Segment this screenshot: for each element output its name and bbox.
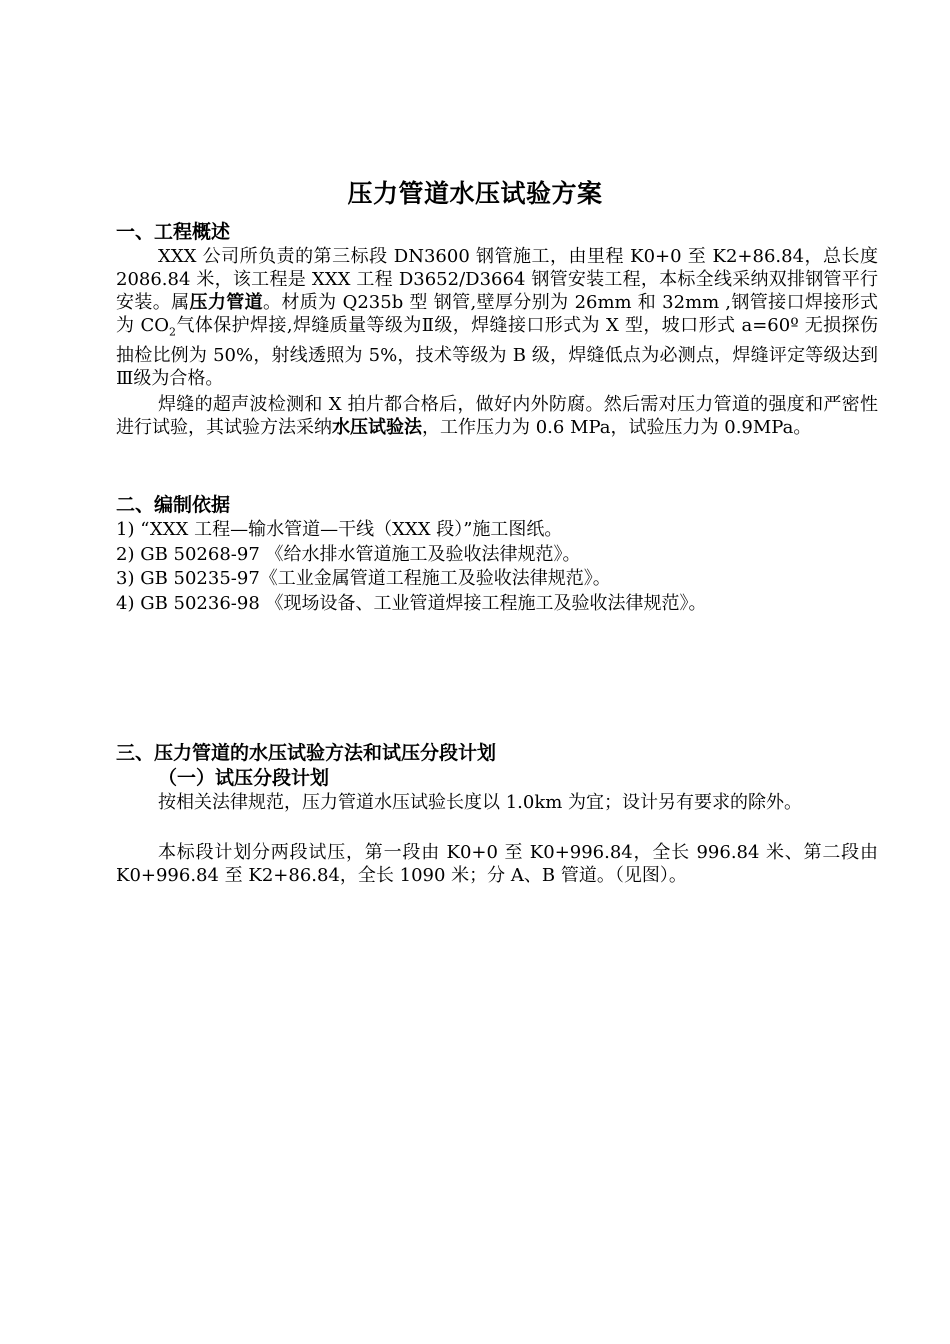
overview-bold-hydro-test: 水压试验法 bbox=[332, 417, 422, 438]
overview-paragraph-1 bbox=[116, 245, 878, 390]
overview-p2-text-a: 焊缝的超声波检测和 X 拍片都合格后，做好内外防腐。然后需对压力管道的强度和严密性进行试验，其试验方法采纳 bbox=[116, 394, 878, 438]
basis-item-3: 3) GB 50235-97《工业金属管道工程施工及验收法律规范》。 bbox=[116, 568, 611, 589]
plan-paragraph-1: 按相关法律规范，压力管道水压试验长度以 1.0km 为宜；设计另有要求的除外。 bbox=[158, 792, 803, 813]
section-heading-overview: 一、工程概述 bbox=[116, 221, 231, 243]
overview-text-b: 。材质为 Q235b 型 钢管,壁厚分别为 26mm 和 32mm ,钢管接口焊接形式为 CO bbox=[116, 292, 879, 336]
overview-paragraph-2 bbox=[116, 393, 878, 439]
basis-item-4: 4) GB 50236-98 《现场设备、工业管道焊接工程施工及验收法律规范》。 bbox=[116, 593, 707, 614]
overview-text-c: 气体保护焊接,焊缝质量等级为Ⅱ级，焊缝接口形式为 X 型，坡口形式 a=60º 无损探伤抽检比例为 50%，射线透照为 5%，技术等级为 B 级，焊缝低点为必测点，焊缝评定等级达到Ⅲ级为合格。 bbox=[116, 315, 878, 389]
basis-item-1: 1) “XXX 工程—输水管道—干线（XXX 段）”施工图纸。 bbox=[116, 519, 563, 540]
overview-text-a: XXX 公司所负责的第三标段 DN3600 钢管施工，由里程 K0+0 至 K2+86.84，总长度 2086.84 米，该工程是 XXX 工程 D3652/D3664 钢管安装工程，本标全线采纳双排钢管平行安装。属 bbox=[116, 246, 878, 313]
section-heading-method: 三、压力管道的水压试验方法和试压分段计划 bbox=[116, 742, 497, 764]
co2-subscript: 2 bbox=[169, 325, 177, 339]
overview-p2-text-b: ，工作压力为 0.6 MPa，试验压力为 0.9MPa。 bbox=[422, 417, 812, 438]
section-heading-basis: 二、编制依据 bbox=[116, 494, 231, 516]
plan-paragraph-2: 本标段计划分两段试压，第一段由 K0+0 至 K0+996.84，全长 996.84 米、第二段由 K0+996.84 至 K2+86.84，全长 1090 米；分 A、B 管道。（见图）。 bbox=[116, 842, 878, 886]
basis-item-2: 2) GB 50268-97 《给水排水管道施工及验收法律规范》。 bbox=[116, 544, 581, 565]
overview-bold-pressure-pipe: 压力管道 bbox=[189, 292, 263, 313]
subsection-heading-plan: （一）试压分段计划 bbox=[158, 767, 330, 789]
document-title: 压力管道水压试验方案 bbox=[347, 179, 603, 208]
